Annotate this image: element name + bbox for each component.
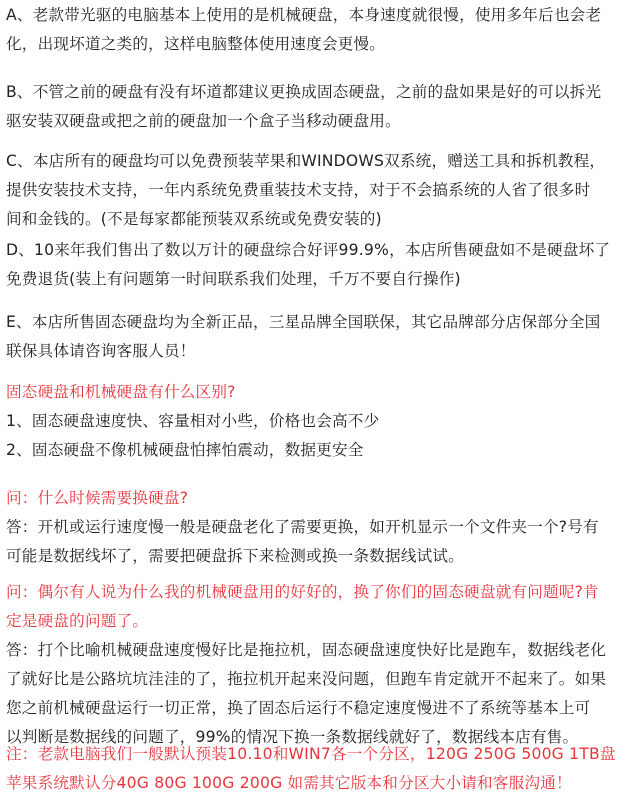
qa-difference [6,378,640,465]
section-b [6,78,640,136]
section-d [6,236,640,294]
section-a-line: A、老款带光驱的电脑基本上使用的是机械硬盘，本身速度就很慢，使用多年后也会老 [6,6,602,24]
qa-data-cable-answer: 了就好比是公路坑坑洼洼的了，拖拉机开起来没问题，但跑车肯定就开不起来了。如果 [6,670,607,688]
qa-data-cable-question: 问：偶尔有人说为什么我的机械硬盘用的好好的，换了你们的固态硬盘就有问题呢?肯 [6,583,599,601]
note-line: 注：老款电脑我们一般默认预装10.10和WIN7各一个分区，120G 250G 500G 1TB盘 [6,745,616,763]
qa-when-replace [6,484,640,571]
qa-difference-answer: 1、固态硬盘速度快、容量相对小些，价格也会高不少 [6,412,380,430]
section-e-line: 联保具体请咨询客服人员！ [6,342,196,360]
section-b-line: 驱安装双硬盘或把之前的硬盘加一个盒子当移动硬盘用。 [6,112,401,130]
qa-difference-question: 固态硬盘和机械硬盘有什么区别? [6,383,236,401]
qa-difference-answer: 2、固态硬盘不像机械硬盘怕摔怕震动，数据更安全 [6,441,364,459]
section-c-line: C、本店所有的硬盘均可以免费预装苹果和WINDOWS双系统，赠送工具和拆机教程， [6,152,606,170]
note-preinstall [6,740,640,798]
qa-when-replace-answer: 可能是数据线坏了，需要把硬盘拆下来检测或换一条数据线试试。 [6,547,465,565]
qa-data-cable-answer: 您之前机械硬盘运行一切正常，换了固态后运行不稳定速度慢进不了系统等基本上可 [6,699,591,717]
section-e-line: E、本店所售固态硬盘均为全新正品，三星品牌全国联保，其它品牌部分店保部分全国 [6,313,601,331]
qa-data-cable-answer: 答：打个比喻机械硬盘速度慢好比是拖拉机，固态硬盘速度快好比是跑车，数据线老化 [6,641,607,659]
qa-when-replace-question: 问：什么时候需要换硬盘? [6,489,189,507]
section-c [6,147,640,234]
section-a-line: 化，出现坏道之类的，这样电脑整体使用速度会更慢。 [6,35,386,53]
section-c-line: 间和金钱的。(不是每家都能预装双系统或免费安装的) [6,210,382,228]
section-e [6,308,640,366]
section-b-line: B、不管之前的硬盘有没有坏道都建议更换成固态硬盘，之前的盘如果是好的可以拆光 [6,83,602,101]
section-a [6,1,640,59]
qa-data-cable [6,578,640,752]
section-d-line: D、10来年我们售出了数以万计的硬盘综合好评99.9%，本店所售硬盘如不是硬盘坏了 [6,241,611,259]
qa-data-cable-answer: 以判断是数据线的问题了，99%的情况下换一条数据线就好了，数据线本店有售。 [6,728,579,746]
qa-data-cable-question: 定是硬盘的问题了。 [6,612,149,630]
section-d-line: 免费退货(装上有问题第一时间联系我们处理，千万不要自行操作) [6,270,461,288]
section-c-line: 提供安装技术支持，一年内系统免费重装技术支持，对于不会搞系统的人省了很多时 [6,181,591,199]
note-line: 苹果系统默认分40G 80G 100G 200G 如需其它版本和分区大小请和客服沟通！ [6,774,572,792]
qa-when-replace-answer: 答：开机或运行速度慢一般是硬盘老化了需要更换，如开机显示一个文件夹一个?号有 [6,518,599,536]
